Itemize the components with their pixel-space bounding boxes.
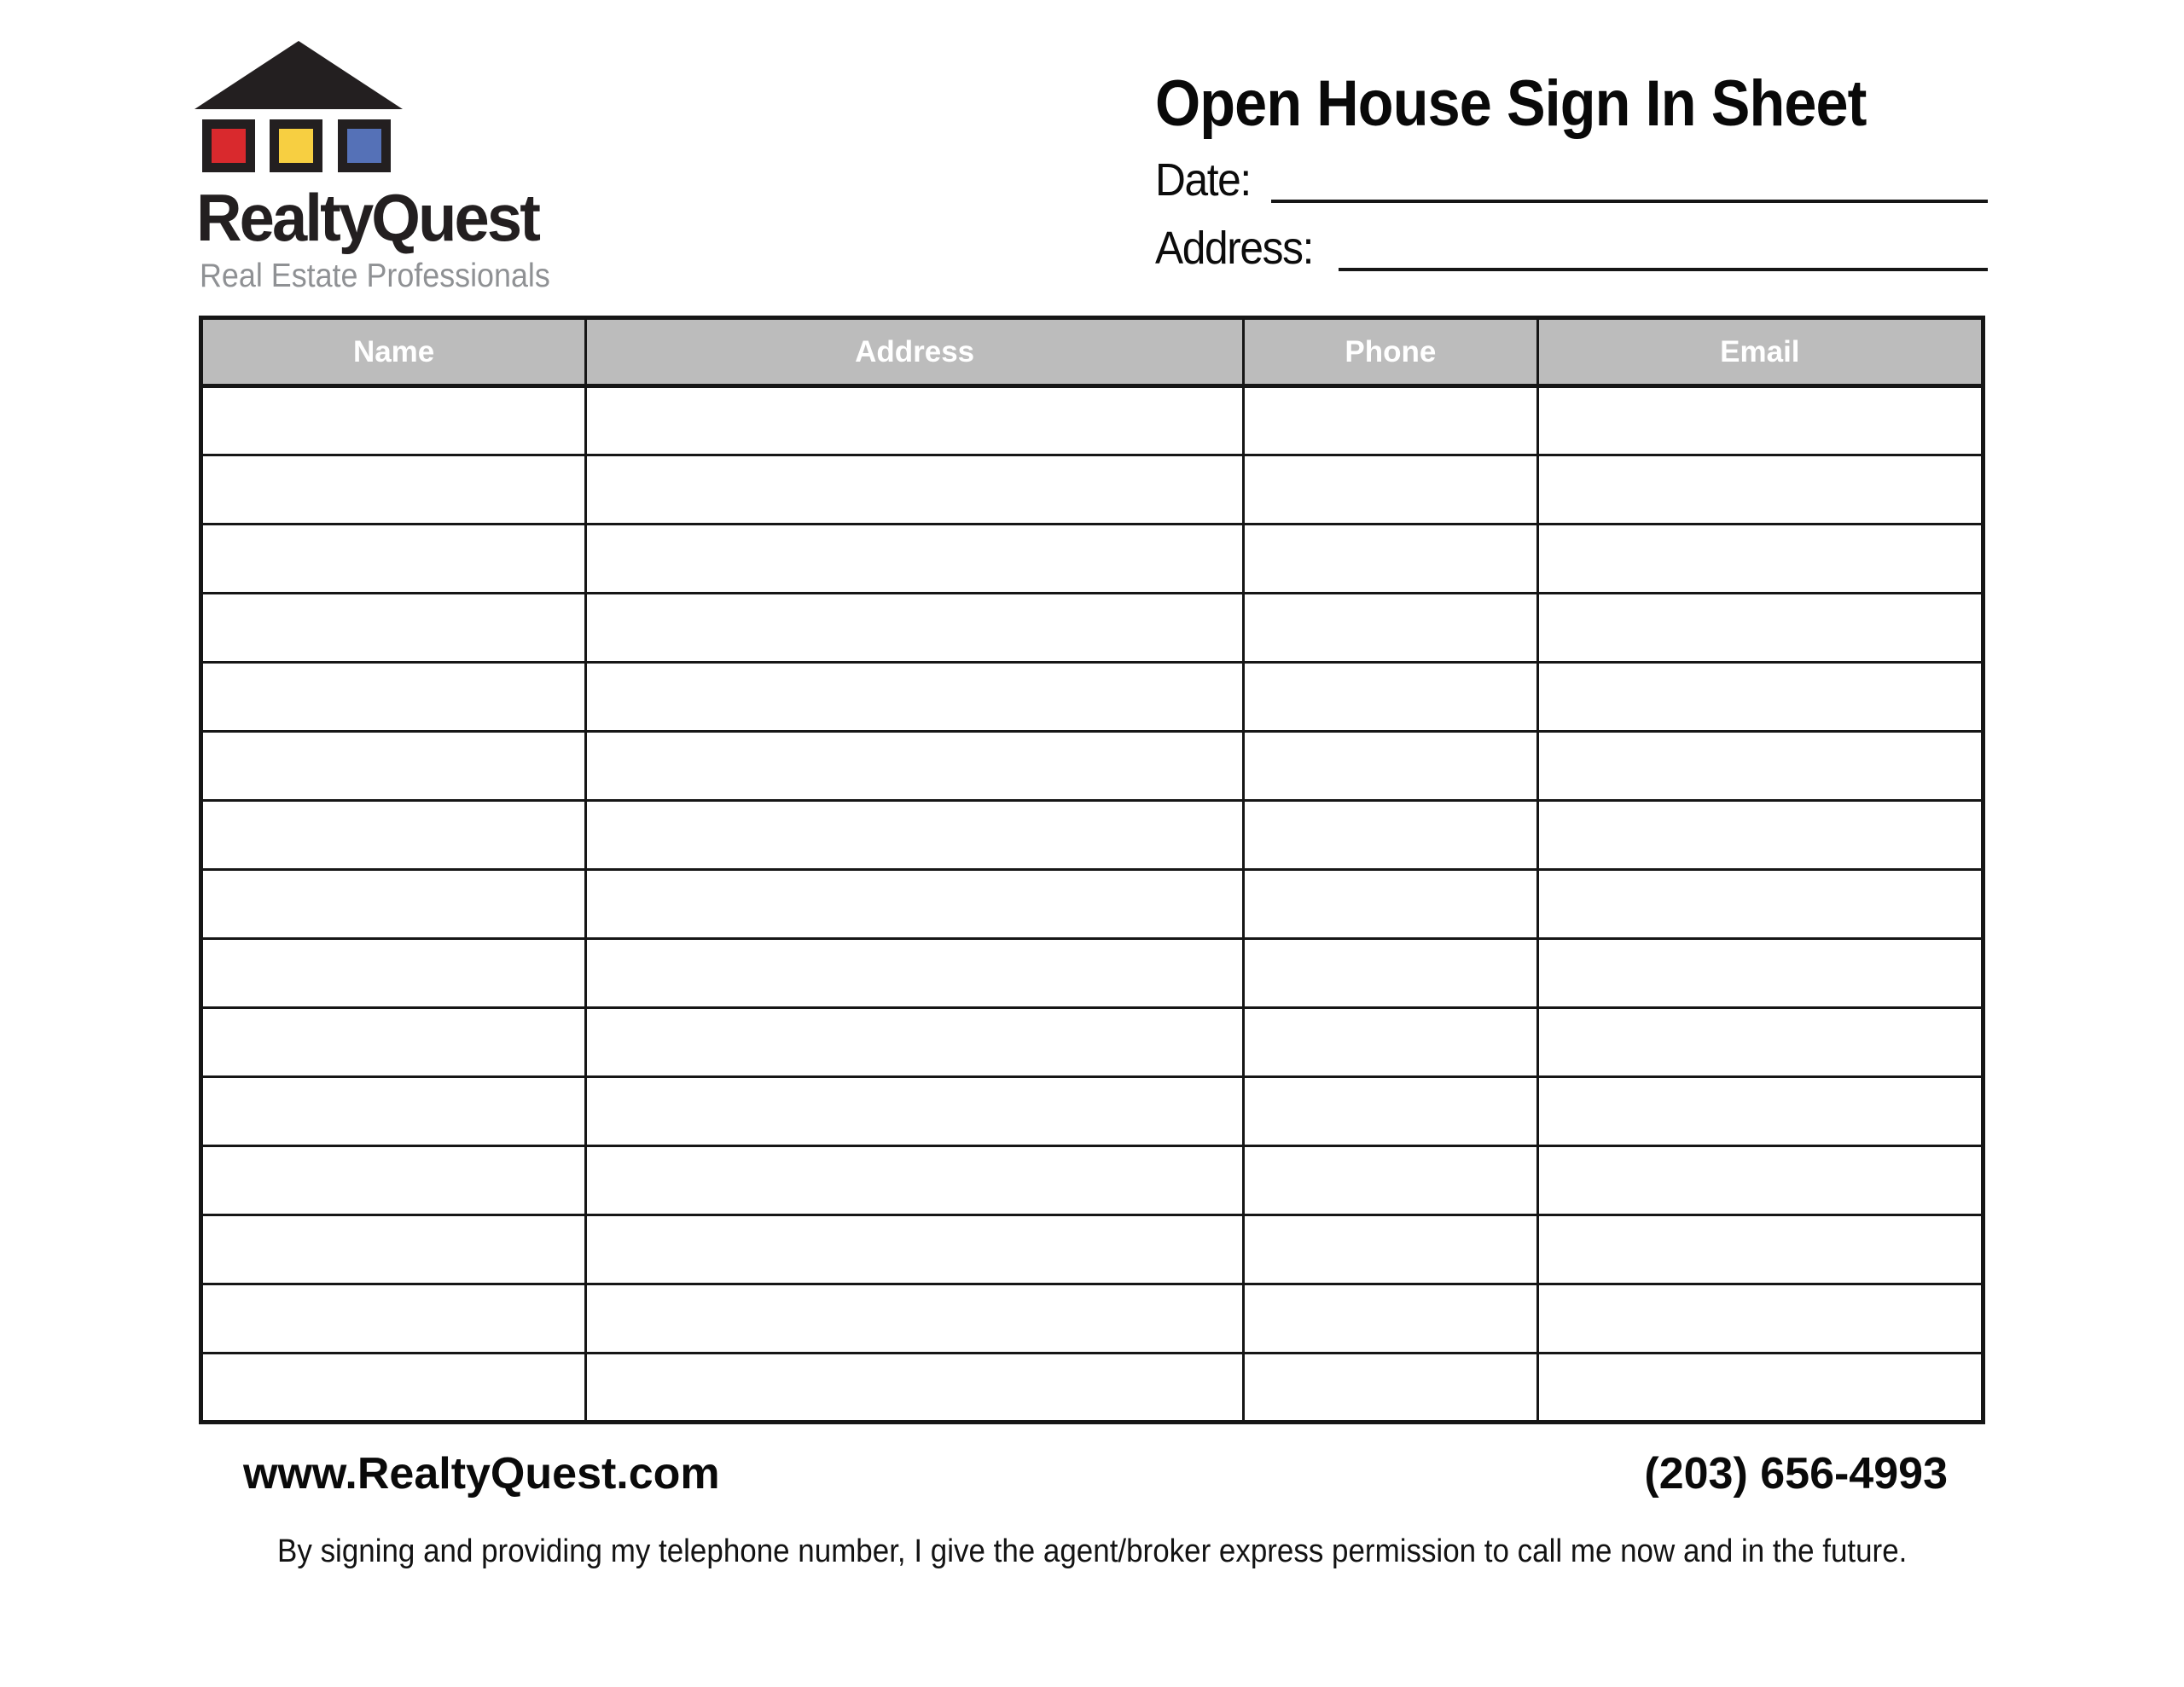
column-header-phone: Phone bbox=[1244, 318, 1538, 386]
signin-cell-address[interactable] bbox=[586, 870, 1244, 939]
signin-cell-email[interactable] bbox=[1537, 1146, 1983, 1215]
signin-cell-phone[interactable] bbox=[1244, 386, 1538, 455]
signin-cell-address[interactable] bbox=[586, 1008, 1244, 1077]
signin-cell-name[interactable] bbox=[201, 663, 586, 732]
signin-cell-name[interactable] bbox=[201, 1146, 586, 1215]
signin-cell-email[interactable] bbox=[1537, 732, 1983, 801]
signin-cell-name[interactable] bbox=[201, 939, 586, 1008]
signin-cell-email[interactable] bbox=[1537, 386, 1983, 455]
signin-cell-email[interactable] bbox=[1537, 1354, 1983, 1423]
signin-cell-email[interactable] bbox=[1537, 1215, 1983, 1284]
table-row bbox=[201, 1215, 1984, 1284]
signin-cell-email[interactable] bbox=[1537, 801, 1983, 870]
signin-cell-email[interactable] bbox=[1537, 1077, 1983, 1146]
address-label: Address: bbox=[1155, 223, 1314, 275]
signin-cell-email[interactable] bbox=[1537, 663, 1983, 732]
signin-cell-phone[interactable] bbox=[1244, 525, 1538, 594]
table-body bbox=[201, 386, 1984, 1423]
table-header-row bbox=[201, 318, 1984, 386]
signin-cell-phone[interactable] bbox=[1244, 801, 1538, 870]
signin-cell-phone[interactable] bbox=[1244, 1215, 1538, 1284]
signin-cell-name[interactable] bbox=[201, 594, 586, 663]
phone-number-text: (203) 656-4993 bbox=[1644, 1449, 1948, 1499]
table-row bbox=[201, 1284, 1984, 1354]
signin-cell-address[interactable] bbox=[586, 455, 1244, 525]
table-row bbox=[201, 1077, 1984, 1146]
table-row bbox=[201, 1354, 1984, 1423]
table-row bbox=[201, 1008, 1984, 1077]
signin-cell-phone[interactable] bbox=[1244, 1354, 1538, 1423]
signin-cell-address[interactable] bbox=[586, 386, 1244, 455]
sheet-header bbox=[1155, 67, 1988, 275]
signin-cell-email[interactable] bbox=[1537, 870, 1983, 939]
signin-cell-phone[interactable] bbox=[1244, 732, 1538, 801]
signin-cell-phone[interactable] bbox=[1244, 1077, 1538, 1146]
table-row bbox=[201, 663, 1984, 732]
signin-cell-address[interactable] bbox=[586, 1354, 1244, 1423]
signin-cell-phone[interactable] bbox=[1244, 1146, 1538, 1215]
signin-table bbox=[199, 316, 1985, 1424]
signin-cell-phone[interactable] bbox=[1244, 1008, 1538, 1077]
signin-cell-phone[interactable] bbox=[1244, 594, 1538, 663]
disclaimer-text: By signing and providing my telephone number, I give the agent/broker express permission to call me now and in the future. bbox=[276, 1533, 1908, 1569]
signin-cell-phone[interactable] bbox=[1244, 663, 1538, 732]
signin-cell-name[interactable] bbox=[201, 386, 586, 455]
signin-cell-name[interactable] bbox=[201, 801, 586, 870]
disclaimer-row bbox=[199, 1533, 1985, 1570]
signin-cell-address[interactable] bbox=[586, 939, 1244, 1008]
signin-cell-email[interactable] bbox=[1537, 939, 1983, 1008]
signin-cell-address[interactable] bbox=[586, 594, 1244, 663]
date-label: Date: bbox=[1155, 154, 1251, 206]
signin-cell-address[interactable] bbox=[586, 1077, 1244, 1146]
table-row bbox=[201, 386, 1984, 455]
table-row bbox=[201, 525, 1984, 594]
blue-window-icon bbox=[338, 119, 391, 172]
table-head bbox=[201, 318, 1984, 386]
yellow-window-icon bbox=[270, 119, 322, 172]
table-row bbox=[201, 594, 1984, 663]
date-input-line[interactable] bbox=[1271, 145, 1988, 203]
signin-cell-email[interactable] bbox=[1537, 525, 1983, 594]
column-header-name: Name bbox=[201, 318, 586, 386]
date-row bbox=[1155, 150, 1988, 205]
signin-cell-phone[interactable] bbox=[1244, 455, 1538, 525]
signin-cell-name[interactable] bbox=[201, 1354, 586, 1423]
address-input-line[interactable] bbox=[1339, 213, 1988, 271]
table-row bbox=[201, 455, 1984, 525]
signin-cell-name[interactable] bbox=[201, 1284, 586, 1354]
signin-cell-address[interactable] bbox=[586, 663, 1244, 732]
red-window-icon bbox=[202, 119, 255, 172]
signin-cell-name[interactable] bbox=[201, 732, 586, 801]
house-roof-icon bbox=[195, 41, 403, 109]
signin-cell-address[interactable] bbox=[586, 1146, 1244, 1215]
signin-cell-address[interactable] bbox=[586, 732, 1244, 801]
website-text: www.RealtyQuest.com bbox=[243, 1449, 720, 1499]
address-row bbox=[1155, 218, 1988, 273]
signin-cell-name[interactable] bbox=[201, 1008, 586, 1077]
brand-tagline: Real Estate Professionals bbox=[200, 258, 550, 294]
signin-cell-name[interactable] bbox=[201, 1215, 586, 1284]
signin-cell-phone[interactable] bbox=[1244, 1284, 1538, 1354]
column-header-address: Address bbox=[586, 318, 1244, 386]
signin-cell-name[interactable] bbox=[201, 1077, 586, 1146]
signin-cell-name[interactable] bbox=[201, 455, 586, 525]
page-title: Open House Sign In Sheet bbox=[1155, 67, 1867, 140]
signin-cell-address[interactable] bbox=[586, 525, 1244, 594]
table-row bbox=[201, 732, 1984, 801]
signin-cell-phone[interactable] bbox=[1244, 870, 1538, 939]
table-row bbox=[201, 939, 1984, 1008]
signin-cell-email[interactable] bbox=[1537, 455, 1983, 525]
signin-cell-address[interactable] bbox=[586, 1215, 1244, 1284]
signin-cell-phone[interactable] bbox=[1244, 939, 1538, 1008]
signin-cell-email[interactable] bbox=[1537, 1284, 1983, 1354]
table-row bbox=[201, 1146, 1984, 1215]
signin-cell-name[interactable] bbox=[201, 525, 586, 594]
signin-cell-email[interactable] bbox=[1537, 594, 1983, 663]
column-header-email: Email bbox=[1537, 318, 1983, 386]
signin-cell-address[interactable] bbox=[586, 801, 1244, 870]
signin-cell-email[interactable] bbox=[1537, 1008, 1983, 1077]
brand-name: RealtyQuest bbox=[196, 180, 539, 255]
signin-cell-name[interactable] bbox=[201, 870, 586, 939]
table-row bbox=[201, 870, 1984, 939]
table-row bbox=[201, 801, 1984, 870]
signin-cell-address[interactable] bbox=[586, 1284, 1244, 1354]
